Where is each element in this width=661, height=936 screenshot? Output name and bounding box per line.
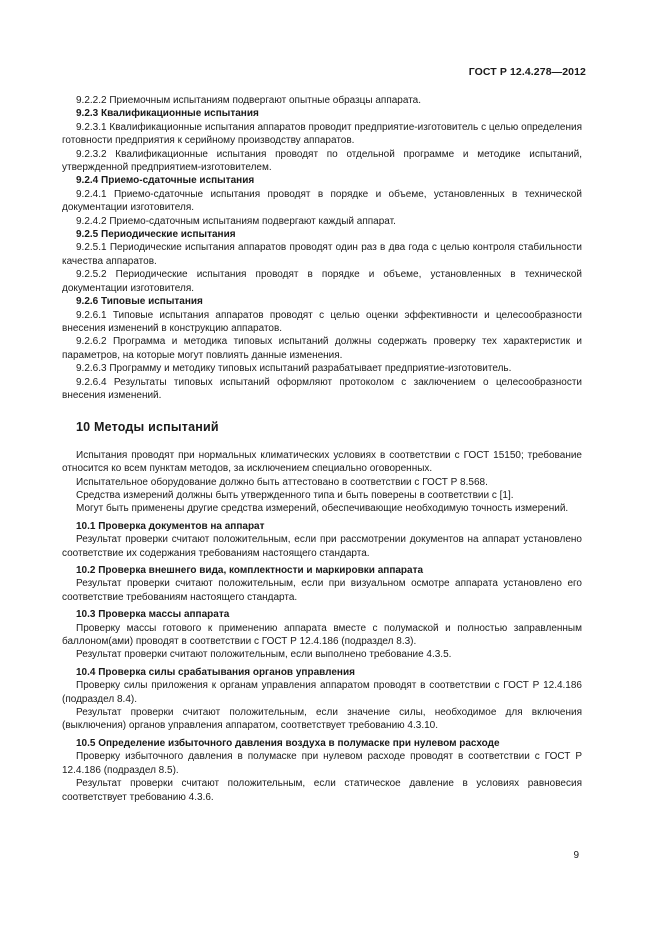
subsection-heading: 10.4 Проверка силы срабатывания органов управления (76, 666, 355, 678)
paragraph: 9.2.5.2 Периодические испытания проводят в порядке и объеме, установленных в технической документации изготовителя. (62, 269, 582, 294)
paragraph: 9.2.6.3 Программу и методику типовых испытаний разрабатывает предприятие-изготовитель. (76, 363, 512, 375)
paragraph: Проверку силы приложения к органам управления аппаратом проводят в соответствии с ГОСТ Р 12.4.186 (подраздел 8.4). (62, 680, 582, 705)
paragraph: Проверку массы готового к применению аппарата вместе с полумаской и полностью заправленным баллоном(ами) проводят в соответствии с ГОСТ Р 12.4.186 (подраздел 8.3). (62, 622, 582, 648)
subsection-heading: 10.3 Проверка массы аппарата (76, 609, 230, 621)
subsection-heading: 10.1 Проверка документов на аппарат (76, 520, 265, 532)
subsection-heading: 9.2.5 Периодические испытания (76, 229, 236, 241)
document-body (62, 94, 582, 804)
paragraph: Проверку избыточного давления в полумаске при нулевом расходе проводят в соответствии с ГОСТ Р 12.4.186 (подраздел 8.5). (62, 751, 582, 776)
paragraph: Результат проверки считают положительным, если статическое давление в условиях равновесия соответствует требованию 4.3.6. (62, 778, 582, 803)
paragraph: 9.2.3.1 Квалификационные испытания аппаратов проводит предприятие-изготовитель с целью определения готовности предприятия к серийному производству аппаратов. (62, 121, 582, 147)
paragraph: Результат проверки считают положительным, если выполнено требование 4.3.5. (76, 649, 452, 661)
paragraph: 9.2.3.2 Квалификационные испытания проводят по отдельной программе и методике испытаний, утвержденной предприятием-изготовителем. (62, 148, 582, 174)
paragraph: 9.2.4.1 Приемо-сдаточные испытания проводят в порядке и объеме, установленных в технической документации изготовителя. (62, 188, 582, 214)
section-heading: 10 Методы испытаний (76, 420, 219, 435)
subsection-heading: 10.2 Проверка внешнего вида, комплектности и маркировки аппарата (76, 565, 424, 576)
paragraph: Могут быть применены другие средства измерений, обеспечивающие необходимую точность измерений. (76, 503, 569, 515)
paragraph: 9.2.2.2 Приемочным испытаниям подвергают опытные образцы аппарата. (76, 95, 422, 106)
paragraph: 9.2.6.2 Программа и методика типовых испытаний должны содержать проверку тех характеристик и параметров, на которые могут повлиять данные изменения. (62, 336, 582, 361)
paragraph: Результат проверки считают положительным, если при визуальном осмотре аппарата установлено его соответствие требованиям настоящего стандарта. (62, 578, 582, 603)
paragraph: Результат проверки считают положительным, если при рассмотрении документов на аппарат установлено соответствие их содержания требованиям настоящего стандарта. (62, 534, 582, 559)
subsection-heading: 9.2.4 Приемо-сдаточные испытания (76, 175, 255, 187)
subsection-heading: 9.2.6 Типовые испытания (76, 296, 203, 308)
paragraph: Результат проверки считают положительным, если значение силы, необходимое для включения (выключения) органов управления аппаратом, соответствует требованию 4.3.10. (62, 707, 582, 732)
page-number: 9 (573, 850, 579, 861)
subsection-heading: 9.2.3 Квалификационные испытания (76, 108, 259, 120)
document-code-header: ГОСТ Р 12.4.278—2012 (468, 66, 586, 78)
paragraph: 9.2.5.1 Периодические испытания аппаратов проводят один раз в два года с целью контроля стабильности качества аппаратов. (62, 242, 582, 267)
subsection-heading: 10.5 Определение избыточного давления воздуха в полумаске при нулевом расходе (76, 737, 500, 749)
paragraph: 9.2.4.2 Приемо-сдаточным испытаниям подвергают каждый аппарат. (76, 215, 396, 227)
paragraph: Испытания проводят при нормальных климатических условиях в соответствии с ГОСТ 15150; требование относится ко всем пунктам методов, за исключением специально оговоренных. (62, 449, 582, 475)
paragraph: Средства измерений должны быть утвержденного типа и быть поверены в соответствии с [1]. (76, 489, 514, 501)
paragraph: Испытательное оборудование должно быть аттестовано в соответствии с ГОСТ Р 8.568. (76, 476, 488, 488)
paragraph: 9.2.6.4 Результаты типовых испытаний оформляют протоколом с заключением о целесообразности внесения изменений. (62, 376, 582, 401)
paragraph: 9.2.6.1 Типовые испытания аппаратов проводят с целью оценки эффективности и целесообразности внесения изменений в конструкцию аппаратов. (62, 309, 582, 334)
